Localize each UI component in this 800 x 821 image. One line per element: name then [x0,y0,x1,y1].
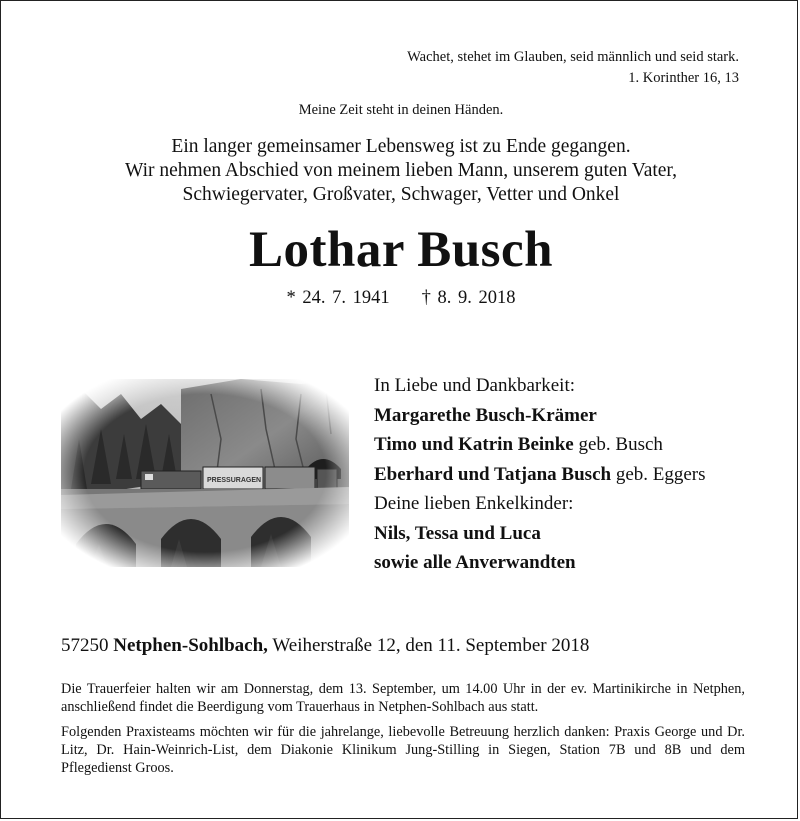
mourner-family-2-suffix: geb. Eggers [615,463,706,485]
funeral-notice: Die Trauerfeier halten wir am Donnerstag, dem 13. September, um 14.00 Uhr in der ev. Martinikirche in Netphen, anschließend findet die Beerdigung vom Trauerhaus in Netphen-Sohlbach aus statt. [61,681,745,715]
mourners-list [374,371,706,578]
thanks-notice: Folgenden Praxisteams möchten wir für die jahrelange, liebevolle Betreuung herzlich danken: Praxis George und Dr. Litz, Dr. Hain-Weinrich-List, dem Diakonie Klinikum Jung-Stilling in Siegen, Station 7B und 8B und dem Pflegedienst Groos. [61,724,745,776]
intro-line-1: Ein langer gemeinsamer Lebensweg ist zu Ende gegangen. [171,136,631,157]
other-relatives [374,548,706,578]
mourner-family-2 [374,460,706,490]
mourner-family-2-name: Eberhard und Tatjana Busch [374,463,612,485]
grandchildren-names: Nils, Tessa und Luca [374,522,541,544]
mourner-wife [374,401,706,431]
quote-text: Wachet, stehet im Glauben, seid männlich und seid stark. [407,49,739,65]
mourner-family-1-name: Timo und Katrin Beinke [374,434,574,455]
bible-quote [407,47,739,89]
mourner-family-1 [374,430,706,460]
birth-date: * 24. 7. 1941 [286,288,390,308]
address-line [61,635,589,657]
place-name: Netphen-Sohlbach, [113,635,268,656]
intro-text [1,135,800,207]
intro-line-3: Schwiegervater, Großvater, Schwager, Vetter und Onkel [182,184,620,205]
zip-code: 57250 [61,635,109,656]
street-date: Weiherstraße 12, den 11. September 2018 [272,635,590,656]
mourner-wife-name: Margarethe Busch-Krämer [374,404,597,426]
life-dates [1,288,800,309]
grandchildren-heading: Deine lieben Enkelkinder: [374,493,574,514]
deceased-name: Lothar Busch [248,222,554,278]
other-relatives-text: sowie alle Anverwandten [374,552,576,573]
grandchildren [374,519,706,549]
quote-reference: 1. Korinther 16, 13 [628,70,739,86]
mourner-family-1-suffix: geb. Busch [578,434,663,455]
psalm-line: Meine Zeit steht in deinen Händen. [298,102,504,118]
intro-line-2: Wir nehmen Abschied von meinem lieben Mann, unserem guten Vater, [124,160,678,181]
death-date: † 8. 9. 2018 [421,288,516,308]
train-viaduct-photo [61,379,349,567]
mourners-heading: In Liebe und Dankbarkeit: [374,375,576,396]
